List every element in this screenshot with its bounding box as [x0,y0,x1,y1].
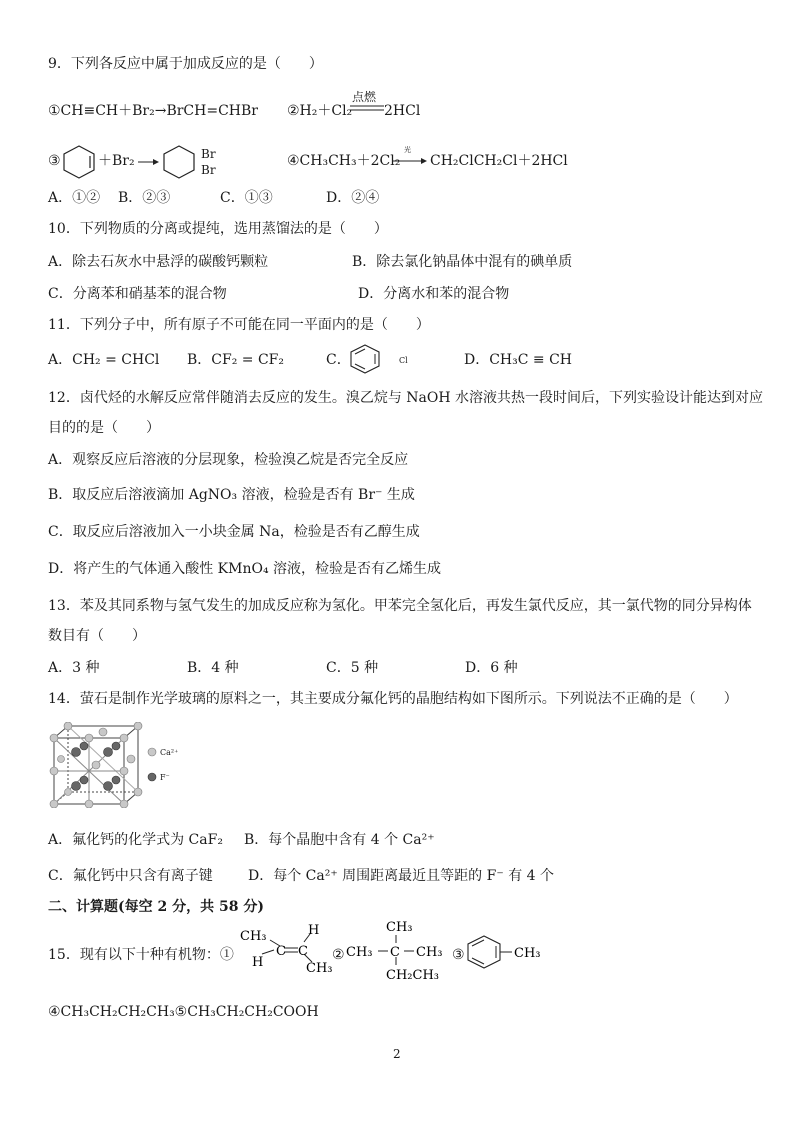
molecule-2-structure [346,913,456,985]
q9-reaction-4-left: ④CH₃CH₃＋2Cl₂ [287,153,401,169]
bromine-label-2: Br [201,163,216,177]
q14-stem: 14．萤石是制作光学玻璃的原料之一，其主要成分氟化钙的晶胞结构如下图所示。下列说法不正确的是（ ） [48,691,738,707]
q9-reaction-3-plus: ＋Br₂ [98,153,135,169]
q14-option-a: A．氟化钙的化学式为 CaF₂ [48,832,223,848]
molecule-1-ch3-lower: CH₃ [306,961,332,976]
q13-option-b: B．4 种 [187,660,239,676]
legend-calcium-label: Ca²⁺ [160,748,179,757]
q11-option-c: C． [326,352,351,368]
q12-stem-line1: 12．卤代烃的水解反应常伴随消去反应的发生。溴乙烷与 NaOH 水溶液共热一段时间后，下列实验设计能达到对应 [48,390,763,406]
q11-option-a: A．CH₂ = CHCl [48,352,160,368]
q10-stem: 10．下列物质的分离或提纯，选用蒸馏法的是（ ） [48,221,388,237]
q14-option-c: C．氟化钙中只含有离子键 [48,868,213,884]
fluoride-ion-legend-icon [146,771,158,783]
q15-stem: 15．现有以下十种有机物：① [48,947,234,963]
chlorobenzene-structure [348,343,382,375]
q9-reaction-2-left: ②H₂＋Cl₂ [287,103,353,119]
q10-option-b: B．除去氯化钠晶体中混有的碘单质 [352,254,573,270]
q9-stem: 9．下列各反应中属于加成反应的是（ ） [48,56,323,72]
q9-reaction-4-condition: 光 [404,146,411,154]
section-2-heading: 二、计算题(每空 2 分，共 58 分) [48,899,264,915]
q11-stem: 11．下列分子中，所有原子不可能在同一平面内的是（ ） [48,317,430,333]
q10-option-c: C．分离苯和硝基苯的混合物 [48,286,227,302]
q10-option-a: A．除去石灰水中悬浮的碳酸钙颗粒 [48,254,269,270]
q9-option-d: D．②④ [326,190,380,206]
q9-reaction-3-number: ③ [48,153,61,169]
q12-option-c: C．取反应后溶液加入一小块金属 Na，检验是否有乙醇生成 [48,524,420,540]
q13-stem-line2: 数目有（ ） [48,628,146,644]
q9-reaction-2-condition: 点燃 [352,90,377,104]
q9-option-a: A．①② [48,190,101,206]
molecule-1-carbon-left: C [276,944,286,959]
bromine-label-1: Br [201,147,216,161]
molecule-1-h-lower: H [252,955,264,970]
q15-molecule-3-number: ③ [452,947,465,963]
page-number: 2 [393,1047,401,1061]
cyclohexene-structure [62,144,96,180]
q13-option-a: A．3 种 [48,660,100,676]
reaction-arrow-icon [392,156,428,166]
molecule-2-carbon: C [390,945,400,960]
q12-option-b: B．取反应后溶液滴加 AgNO₃ 溶液，检验是否有 Br⁻ 生成 [48,487,415,503]
q9-option-b: B．②③ [118,190,171,206]
molecule-2-ethyl-bottom: CH₂CH₃ [386,968,439,983]
molecule-1-structure [240,920,332,976]
q13-option-c: C．5 种 [326,660,379,676]
toluene-structure [466,932,558,976]
molecule-2-ch3-right: CH₃ [416,945,443,960]
q9-reaction-2-right: 2HCl [384,103,421,119]
q13-option-d: D．6 种 [465,660,518,676]
double-arrow-sign [350,104,384,114]
dibromocyclohexane-structure [162,144,196,180]
q15-line-2: ④CH₃CH₂CH₂CH₃⑤CH₃CH₂CH₂COOH [48,1004,319,1020]
chlorine-label: Cl [399,356,408,365]
calcium-ion-legend-icon [146,746,158,758]
q12-option-a: A．观察反应后溶液的分层现象，检验溴乙烷是否完全反应 [48,452,409,468]
q12-option-d: D．将产生的气体通入酸性 KMnO₄ 溶液，检验是否有乙烯生成 [48,561,442,577]
molecule-2-ch3-top: CH₃ [386,920,413,935]
q9-option-c: C．①③ [220,190,273,206]
q9-reaction-1: ①CH≡CH＋Br₂→BrCH=CHBr [48,103,258,119]
toluene-ch3-label: CH₃ [514,946,541,961]
molecule-1-ch3-upper: CH₃ [240,929,267,944]
molecule-1-carbon-right: C [298,944,308,959]
molecule-2-ch3-left: CH₃ [346,945,373,960]
q11-option-d: D．CH₃C ≡ CH [464,352,573,368]
q11-option-b: B．CF₂ = CF₂ [187,352,284,368]
molecule-1-h-upper: H [308,923,320,938]
q9-reaction-4-right: CH₂ClCH₂Cl＋2HCl [430,153,568,169]
fluorite-crystal-cell-diagram [46,722,146,808]
q12-stem-line2: 目的的是（ ） [48,420,160,436]
q10-option-d: D．分离水和苯的混合物 [358,286,510,302]
q13-stem-line1: 13．苯及其同系物与氢气发生的加成反应称为氢化。甲苯完全氢化后，再发生氯代反应，其一氯代物的同分异构体 [48,598,752,614]
legend-fluoride-label: F⁻ [160,773,170,782]
q14-option-b: B．每个晶胞中含有 4 个 Ca²⁺ [244,832,435,848]
q15-molecule-2-number: ② [332,947,345,963]
reaction-arrow-icon [138,157,160,167]
q14-option-d: D．每个 Ca²⁺ 周围距离最近且等距的 F⁻ 有 4 个 [248,868,554,884]
